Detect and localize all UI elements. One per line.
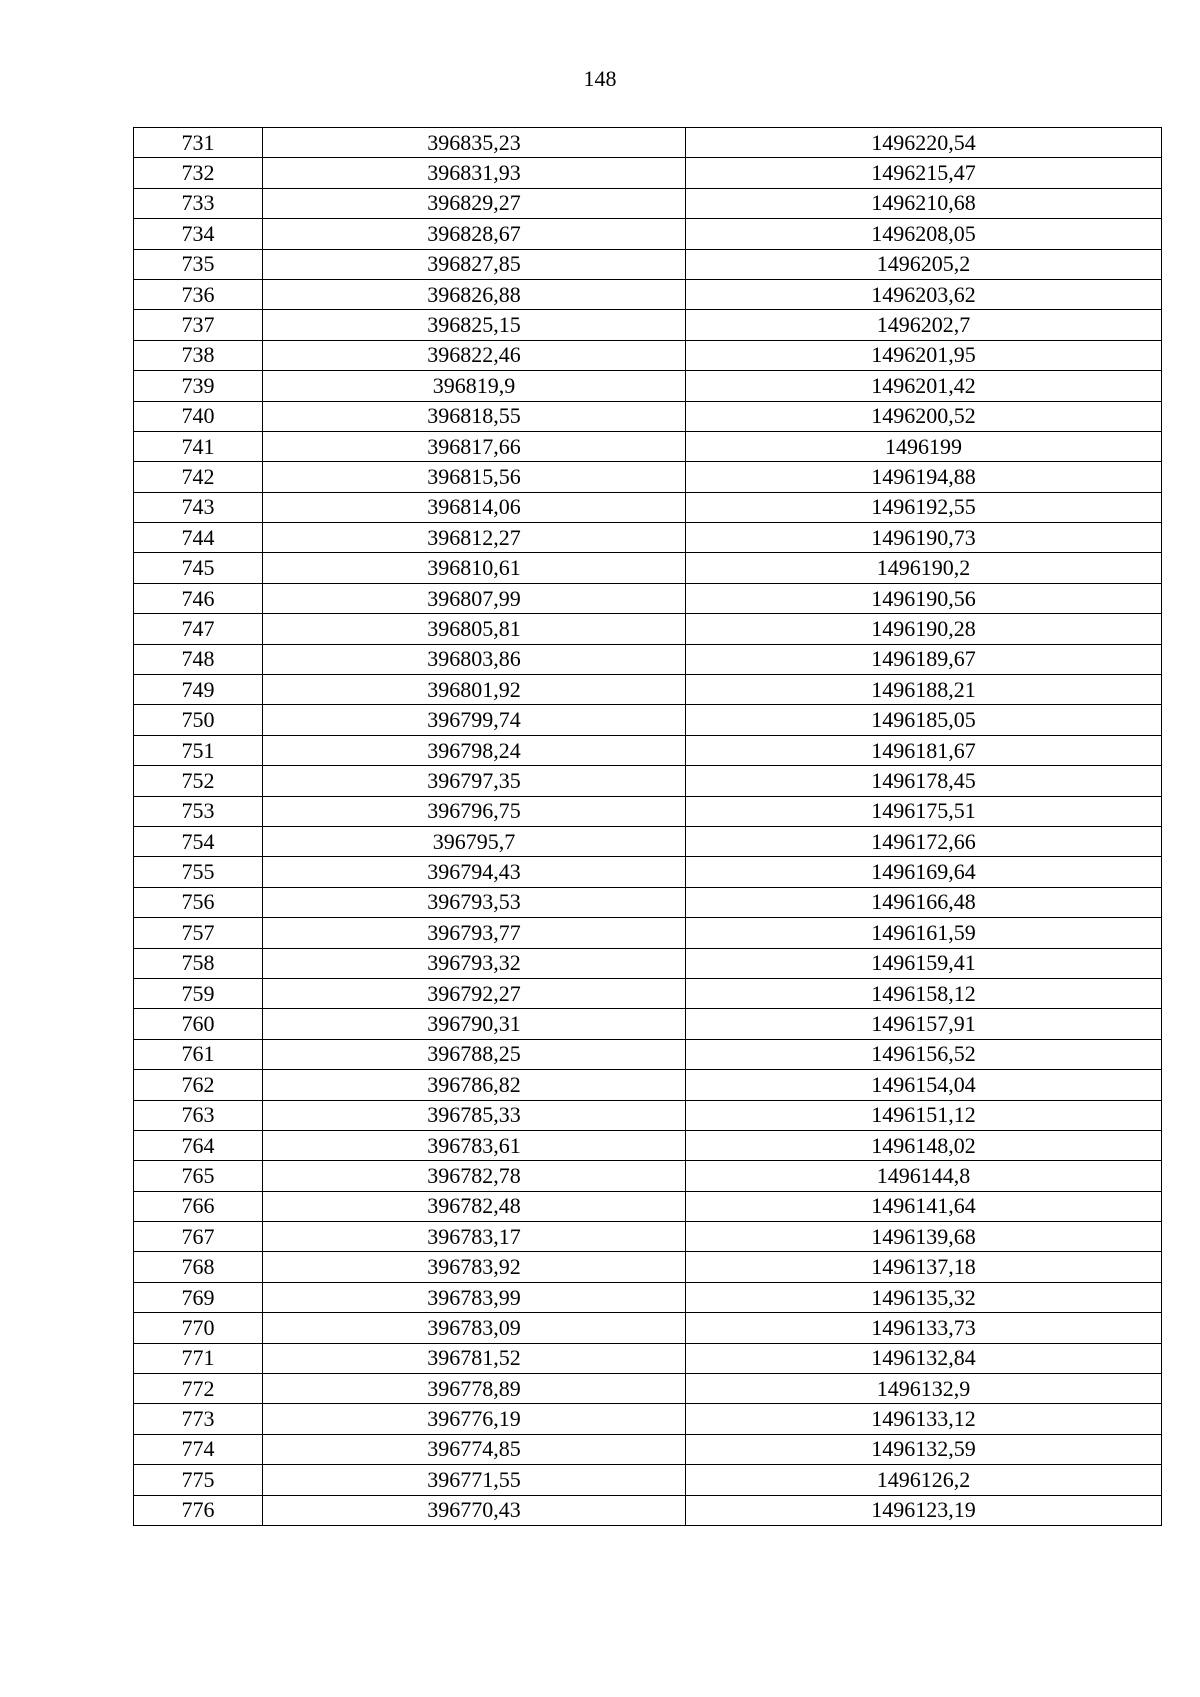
y-coordinate-cell: 1496166,48 [686, 887, 1162, 917]
table-row [134, 371, 1162, 401]
y-coordinate-cell: 1496137,18 [686, 1252, 1162, 1282]
table-row [134, 1313, 1162, 1343]
point-number-cell: 760 [134, 1009, 263, 1039]
point-number-cell: 755 [134, 857, 263, 887]
x-coordinate-cell: 396822,46 [263, 340, 686, 370]
x-coordinate-cell: 396793,77 [263, 918, 686, 948]
y-coordinate-cell: 1496190,28 [686, 614, 1162, 644]
y-coordinate-cell: 1496190,73 [686, 523, 1162, 553]
y-coordinate-cell: 1496200,52 [686, 401, 1162, 431]
point-number-cell: 753 [134, 796, 263, 826]
y-coordinate-cell: 1496133,12 [686, 1404, 1162, 1434]
point-number-cell: 757 [134, 918, 263, 948]
table-row [134, 1100, 1162, 1130]
x-coordinate-cell: 396792,27 [263, 978, 686, 1008]
x-coordinate-cell: 396783,61 [263, 1130, 686, 1160]
y-coordinate-cell: 1496141,64 [686, 1191, 1162, 1221]
x-coordinate-cell: 396814,06 [263, 492, 686, 522]
y-coordinate-cell: 1496132,59 [686, 1434, 1162, 1464]
point-number-cell: 773 [134, 1404, 263, 1434]
x-coordinate-cell: 396774,85 [263, 1434, 686, 1464]
point-number-cell: 737 [134, 310, 263, 340]
x-coordinate-cell: 396818,55 [263, 401, 686, 431]
x-coordinate-cell: 396835,23 [263, 128, 686, 158]
point-number-cell: 752 [134, 766, 263, 796]
y-coordinate-cell: 1496199 [686, 431, 1162, 461]
table-row [134, 1039, 1162, 1069]
point-number-cell: 734 [134, 219, 263, 249]
point-number-cell: 736 [134, 279, 263, 309]
x-coordinate-cell: 396803,86 [263, 644, 686, 674]
point-number-cell: 762 [134, 1070, 263, 1100]
table-row [134, 279, 1162, 309]
x-coordinate-cell: 396799,74 [263, 705, 686, 735]
table-row [134, 1404, 1162, 1434]
table-row [134, 735, 1162, 765]
table-row [134, 705, 1162, 735]
y-coordinate-cell: 1496202,7 [686, 310, 1162, 340]
y-coordinate-cell: 1496148,02 [686, 1130, 1162, 1160]
table-row [134, 340, 1162, 370]
x-coordinate-cell: 396807,99 [263, 583, 686, 613]
point-number-cell: 764 [134, 1130, 263, 1160]
table-row [134, 1070, 1162, 1100]
table-row [134, 978, 1162, 1008]
point-number-cell: 731 [134, 128, 263, 158]
x-coordinate-cell: 396797,35 [263, 766, 686, 796]
y-coordinate-cell: 1496132,9 [686, 1374, 1162, 1404]
point-number-cell: 739 [134, 371, 263, 401]
point-number-cell: 750 [134, 705, 263, 735]
table-row [134, 1161, 1162, 1191]
table-row [134, 1130, 1162, 1160]
table-row [134, 219, 1162, 249]
point-number-cell: 765 [134, 1161, 263, 1191]
point-number-cell: 775 [134, 1465, 263, 1495]
table-row [134, 857, 1162, 887]
table-row [134, 614, 1162, 644]
table-row [134, 1191, 1162, 1221]
x-coordinate-cell: 396786,82 [263, 1070, 686, 1100]
y-coordinate-cell: 1496123,19 [686, 1495, 1162, 1525]
x-coordinate-cell: 396771,55 [263, 1465, 686, 1495]
x-coordinate-cell: 396796,75 [263, 796, 686, 826]
x-coordinate-cell: 396826,88 [263, 279, 686, 309]
point-number-cell: 735 [134, 249, 263, 279]
x-coordinate-cell: 396783,09 [263, 1313, 686, 1343]
x-coordinate-cell: 396788,25 [263, 1039, 686, 1069]
point-number-cell: 741 [134, 431, 263, 461]
point-number-cell: 758 [134, 948, 263, 978]
point-number-cell: 744 [134, 523, 263, 553]
y-coordinate-cell: 1496201,95 [686, 340, 1162, 370]
y-coordinate-cell: 1496215,47 [686, 158, 1162, 188]
x-coordinate-cell: 396781,52 [263, 1343, 686, 1373]
point-number-cell: 776 [134, 1495, 263, 1525]
x-coordinate-cell: 396776,19 [263, 1404, 686, 1434]
point-number-cell: 733 [134, 188, 263, 218]
page-number: 148 [583, 66, 617, 91]
table-row [134, 918, 1162, 948]
point-number-cell: 768 [134, 1252, 263, 1282]
x-coordinate-cell: 396829,27 [263, 188, 686, 218]
table-row [134, 1252, 1162, 1282]
point-number-cell: 742 [134, 462, 263, 492]
table-row [134, 826, 1162, 856]
point-number-cell: 738 [134, 340, 263, 370]
y-coordinate-cell: 1496126,2 [686, 1465, 1162, 1495]
y-coordinate-cell: 1496192,55 [686, 492, 1162, 522]
y-coordinate-cell: 1496185,05 [686, 705, 1162, 735]
point-number-cell: 759 [134, 978, 263, 1008]
y-coordinate-cell: 1496194,88 [686, 462, 1162, 492]
y-coordinate-cell: 1496188,21 [686, 675, 1162, 705]
x-coordinate-cell: 396785,33 [263, 1100, 686, 1130]
table-row [134, 583, 1162, 613]
table-row [134, 188, 1162, 218]
point-number-cell: 761 [134, 1039, 263, 1069]
table-row [134, 1465, 1162, 1495]
point-number-cell: 740 [134, 401, 263, 431]
table-row [134, 766, 1162, 796]
y-coordinate-cell: 1496135,32 [686, 1282, 1162, 1312]
point-number-cell: 766 [134, 1191, 263, 1221]
table-row [134, 1009, 1162, 1039]
table-row [134, 1343, 1162, 1373]
point-number-cell: 747 [134, 614, 263, 644]
x-coordinate-cell: 396827,85 [263, 249, 686, 279]
x-coordinate-cell: 396825,15 [263, 310, 686, 340]
y-coordinate-cell: 1496151,12 [686, 1100, 1162, 1130]
x-coordinate-cell: 396778,89 [263, 1374, 686, 1404]
y-coordinate-cell: 1496157,91 [686, 1009, 1162, 1039]
y-coordinate-cell: 1496156,52 [686, 1039, 1162, 1069]
x-coordinate-cell: 396783,99 [263, 1282, 686, 1312]
y-coordinate-cell: 1496158,12 [686, 978, 1162, 1008]
table-row [134, 310, 1162, 340]
point-number-cell: 769 [134, 1282, 263, 1312]
x-coordinate-cell: 396801,92 [263, 675, 686, 705]
y-coordinate-cell: 1496201,42 [686, 371, 1162, 401]
point-number-cell: 748 [134, 644, 263, 674]
x-coordinate-cell: 396793,32 [263, 948, 686, 978]
x-coordinate-cell: 396819,9 [263, 371, 686, 401]
table-row [134, 523, 1162, 553]
y-coordinate-cell: 1496203,62 [686, 279, 1162, 309]
table-row [134, 1374, 1162, 1404]
point-number-cell: 751 [134, 735, 263, 765]
x-coordinate-cell: 396831,93 [263, 158, 686, 188]
point-number-cell: 772 [134, 1374, 263, 1404]
table-row [134, 1222, 1162, 1252]
point-number-cell: 763 [134, 1100, 263, 1130]
y-coordinate-cell: 1496208,05 [686, 219, 1162, 249]
table-row [134, 1282, 1162, 1312]
y-coordinate-cell: 1496169,64 [686, 857, 1162, 887]
table-row [134, 948, 1162, 978]
table-row [134, 158, 1162, 188]
table-row [134, 401, 1162, 431]
y-coordinate-cell: 1496159,41 [686, 948, 1162, 978]
point-number-cell: 745 [134, 553, 263, 583]
point-number-cell: 771 [134, 1343, 263, 1373]
table-row [134, 1434, 1162, 1464]
point-number-cell: 749 [134, 675, 263, 705]
coordinates-table [133, 127, 1162, 1526]
point-number-cell: 767 [134, 1222, 263, 1252]
table-row [134, 462, 1162, 492]
coordinates-table-body [134, 128, 1162, 1526]
x-coordinate-cell: 396815,56 [263, 462, 686, 492]
x-coordinate-cell: 396793,53 [263, 887, 686, 917]
table-row [134, 796, 1162, 826]
x-coordinate-cell: 396812,27 [263, 523, 686, 553]
table-row [134, 644, 1162, 674]
point-number-cell: 732 [134, 158, 263, 188]
y-coordinate-cell: 1496133,73 [686, 1313, 1162, 1343]
x-coordinate-cell: 396805,81 [263, 614, 686, 644]
x-coordinate-cell: 396798,24 [263, 735, 686, 765]
y-coordinate-cell: 1496139,68 [686, 1222, 1162, 1252]
table-row [134, 675, 1162, 705]
table-row [134, 431, 1162, 461]
y-coordinate-cell: 1496190,2 [686, 553, 1162, 583]
table-row [134, 1495, 1162, 1525]
x-coordinate-cell: 396794,43 [263, 857, 686, 887]
point-number-cell: 754 [134, 826, 263, 856]
y-coordinate-cell: 1496144,8 [686, 1161, 1162, 1191]
y-coordinate-cell: 1496190,56 [686, 583, 1162, 613]
table-row [134, 887, 1162, 917]
y-coordinate-cell: 1496178,45 [686, 766, 1162, 796]
y-coordinate-cell: 1496210,68 [686, 188, 1162, 218]
y-coordinate-cell: 1496189,67 [686, 644, 1162, 674]
y-coordinate-cell: 1496205,2 [686, 249, 1162, 279]
x-coordinate-cell: 396790,31 [263, 1009, 686, 1039]
x-coordinate-cell: 396817,66 [263, 431, 686, 461]
y-coordinate-cell: 1496154,04 [686, 1070, 1162, 1100]
y-coordinate-cell: 1496181,67 [686, 735, 1162, 765]
y-coordinate-cell: 1496175,51 [686, 796, 1162, 826]
y-coordinate-cell: 1496220,54 [686, 128, 1162, 158]
x-coordinate-cell: 396810,61 [263, 553, 686, 583]
point-number-cell: 774 [134, 1434, 263, 1464]
x-coordinate-cell: 396770,43 [263, 1495, 686, 1525]
table-row [134, 492, 1162, 522]
x-coordinate-cell: 396782,78 [263, 1161, 686, 1191]
y-coordinate-cell: 1496172,66 [686, 826, 1162, 856]
x-coordinate-cell: 396783,92 [263, 1252, 686, 1282]
point-number-cell: 743 [134, 492, 263, 522]
table-row [134, 249, 1162, 279]
y-coordinate-cell: 1496161,59 [686, 918, 1162, 948]
table-row [134, 128, 1162, 158]
point-number-cell: 756 [134, 887, 263, 917]
point-number-cell: 746 [134, 583, 263, 613]
x-coordinate-cell: 396783,17 [263, 1222, 686, 1252]
x-coordinate-cell: 396782,48 [263, 1191, 686, 1221]
y-coordinate-cell: 1496132,84 [686, 1343, 1162, 1373]
point-number-cell: 770 [134, 1313, 263, 1343]
x-coordinate-cell: 396828,67 [263, 219, 686, 249]
x-coordinate-cell: 396795,7 [263, 826, 686, 856]
table-row [134, 553, 1162, 583]
